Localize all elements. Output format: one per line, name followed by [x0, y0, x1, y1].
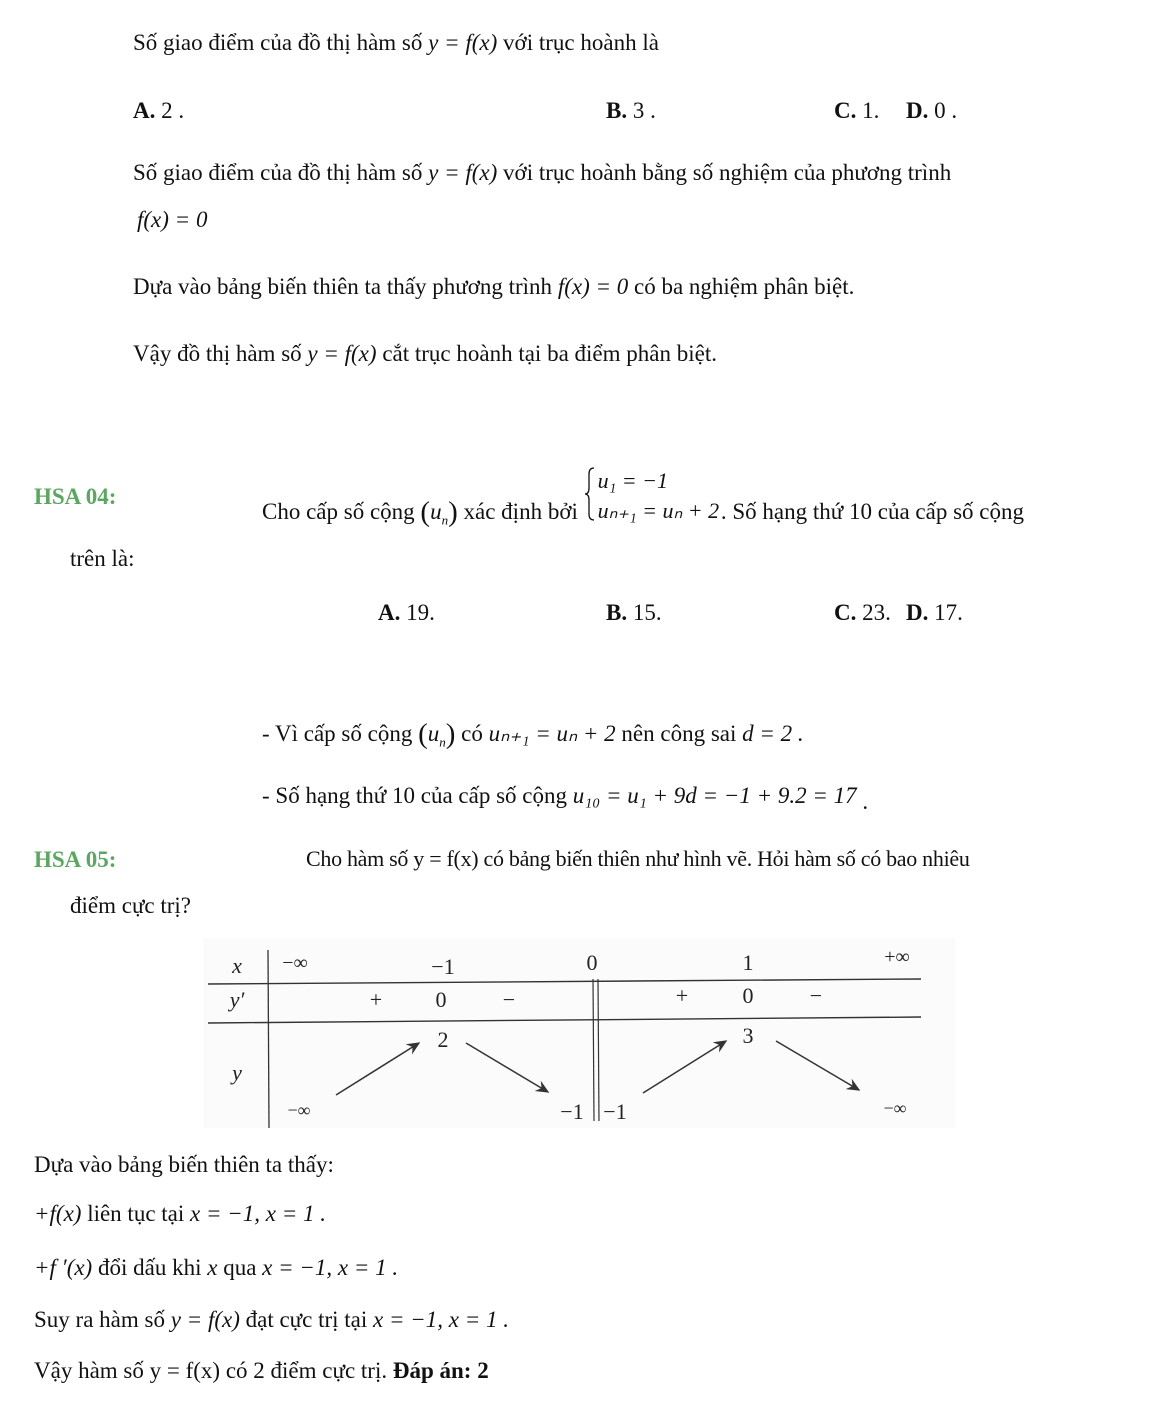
- option-letter: A.: [378, 600, 401, 625]
- table-divider: [208, 1017, 921, 1023]
- text: nên công sai: [621, 721, 737, 746]
- row-label-x: x: [232, 953, 242, 978]
- q05-label: HSA 05:: [34, 847, 117, 872]
- text: Vậy đồ thị hàm số: [133, 341, 302, 366]
- text: cắt trục hoành tại ba điểm phân biệt.: [382, 341, 717, 366]
- math: y = f(x): [170, 1307, 240, 1332]
- text: đổi dấu khi: [97, 1255, 202, 1280]
- math: u: [430, 499, 442, 525]
- increasing-arrow-icon: [643, 1041, 726, 1093]
- derivative-sign: 0: [742, 983, 754, 1008]
- math: y = f(x): [307, 341, 377, 366]
- q05-solution-line1: Dựa vào bảng biến thiên ta thấy:: [34, 1152, 334, 1177]
- text: Dựa vào bảng biến thiên ta thấy phương trình: [133, 274, 553, 299]
- q04-option-c[interactable]: [834, 600, 891, 626]
- math: x = −1, x = 1 .: [262, 1255, 399, 1280]
- text: - Số hạng thứ 10 của cấp số cộng: [262, 783, 568, 808]
- option-value: 17.: [934, 600, 963, 625]
- option-letter: B.: [606, 98, 628, 123]
- text: .: [862, 789, 869, 814]
- option-value: 19.: [406, 600, 435, 625]
- derivative-sign: +: [369, 987, 383, 1012]
- variation-table: [203, 938, 955, 1128]
- q03-question-prefix: Số giao điểm của đồ thị hàm số: [133, 30, 423, 55]
- q05-solution-line3: [34, 1255, 398, 1281]
- q05-question-line2: điểm cực trị?: [70, 893, 192, 918]
- option-value: 0 .: [934, 98, 958, 123]
- option-letter: C.: [834, 600, 857, 625]
- option-value: 2 .: [161, 98, 185, 123]
- text: có ba nghiệm phân biệt.: [634, 274, 855, 299]
- option-letter: B.: [606, 600, 628, 625]
- decreasing-arrow-icon: [466, 1043, 548, 1092]
- text: Suy ra hàm số: [34, 1307, 165, 1332]
- y-value: −∞: [883, 1098, 907, 1118]
- option-value: 1.: [862, 98, 880, 123]
- x-value: −∞: [282, 952, 308, 974]
- q03-question: [133, 30, 659, 56]
- math: +f(x): [34, 1201, 82, 1226]
- text: xác định bởi: [463, 499, 578, 525]
- math: y = f(x): [428, 160, 498, 185]
- option-value: 23.: [862, 600, 891, 625]
- row-label-yprime: y′: [229, 987, 245, 1012]
- system-row: u₁ = −1: [597, 468, 668, 493]
- decreasing-arrow-icon: [776, 1041, 859, 1090]
- q04-option-d[interactable]: [906, 600, 963, 626]
- option-value: 15.: [632, 600, 662, 625]
- option-letter: A.: [133, 98, 156, 123]
- q05-solution-line2: [34, 1201, 326, 1227]
- x-value: 1: [742, 950, 754, 975]
- text: - Vì cấp số cộng: [262, 721, 413, 746]
- text: Vậy hàm số y = f(x) có 2 điểm cực trị.: [34, 1358, 388, 1383]
- q03-option-a[interactable]: [133, 98, 184, 124]
- text: với trục hoành bằng số nghiệm của phương trình: [503, 160, 952, 185]
- q04-option-a[interactable]: [378, 600, 435, 626]
- q04-solution-line2: [262, 783, 869, 814]
- q05-question: Cho hàm số y = f(x) có bảng biến thiên như hình vẽ. Hỏi hàm số có bao nhiêu: [306, 846, 970, 871]
- math: u₁₀ = u₁ + 9d = −1 + 9.2 = 17: [572, 783, 857, 808]
- text: . Số hạng thứ 10 của cấp số cộng: [720, 499, 1024, 525]
- left-brace-icon: [584, 466, 596, 522]
- derivative-sign: 0: [435, 987, 447, 1012]
- option-letter: C.: [834, 98, 857, 123]
- text: đạt cực trị tại: [245, 1307, 368, 1332]
- math: x = −1, x = 1 .: [190, 1201, 326, 1226]
- math: f(x) = 0: [137, 207, 208, 232]
- q03-solution-line1: [133, 160, 951, 186]
- y-value: 2: [437, 1027, 449, 1052]
- answer: Đáp án: 2: [392, 1358, 489, 1383]
- seq-notation: $(u_n)$: [420, 496, 458, 529]
- math: d = 2 .: [742, 721, 804, 746]
- math-sub: n: [439, 734, 446, 750]
- y-value: −1: [560, 1099, 584, 1124]
- row-label-y: y: [232, 1060, 242, 1085]
- derivative-sign: +: [675, 983, 689, 1008]
- text: có: [461, 721, 483, 746]
- q03-solution-line3: [133, 274, 854, 300]
- q04-solution-line1: [262, 716, 804, 751]
- derivative-sign: −: [809, 983, 823, 1008]
- table-divider: [268, 950, 269, 1128]
- increasing-arrow-icon: [336, 1043, 419, 1095]
- x-value: −1: [431, 954, 455, 979]
- q03-solution-line2: [137, 207, 207, 233]
- math: x: [207, 1255, 218, 1280]
- asymptote-bar: [598, 979, 599, 1121]
- q04-question-line2: trên là:: [70, 546, 135, 571]
- y-value: −1: [603, 1099, 627, 1124]
- math: +f ′(x): [34, 1255, 93, 1280]
- math: x = −1, x = 1 .: [373, 1307, 510, 1332]
- option-letter: D.: [906, 98, 929, 123]
- q05-solution-line5: [34, 1358, 489, 1384]
- text: liên tục tại: [87, 1201, 185, 1226]
- q03-question-math: y = f(x): [428, 30, 498, 55]
- asymptote-bar: [593, 979, 594, 1121]
- text: Số giao điểm của đồ thị hàm số: [133, 160, 423, 185]
- q03-option-b[interactable]: [606, 98, 656, 124]
- math-sub: n: [441, 512, 449, 528]
- math: uₙ₊₁ = uₙ + 2: [488, 721, 616, 746]
- seq-notation: $(u_n)$: [418, 718, 456, 750]
- q04-label: HSA 04:: [34, 484, 117, 509]
- text: qua: [223, 1255, 257, 1280]
- recurrence-system: [584, 466, 719, 526]
- q05-solution-line4: [34, 1307, 509, 1333]
- system-row: uₙ₊₁ = uₙ + 2: [597, 498, 720, 523]
- q04-question: [262, 466, 1024, 529]
- q04-option-b[interactable]: [606, 600, 662, 626]
- derivative-sign: −: [502, 987, 516, 1012]
- option-value: 3 .: [632, 98, 656, 123]
- option-letter: D.: [906, 600, 929, 625]
- y-value: −∞: [287, 1100, 311, 1120]
- math: u: [427, 721, 440, 746]
- x-value: 0: [586, 950, 598, 975]
- math: f(x) = 0: [557, 274, 629, 299]
- q03-option-c[interactable]: [834, 98, 879, 124]
- x-value: +∞: [884, 946, 910, 968]
- text: Cho cấp số cộng: [262, 499, 415, 525]
- y-value: 3: [742, 1023, 754, 1048]
- q03-option-d[interactable]: [906, 98, 957, 124]
- q03-question-suffix: với trục hoành là: [503, 30, 659, 55]
- q03-solution-line4: [133, 341, 717, 367]
